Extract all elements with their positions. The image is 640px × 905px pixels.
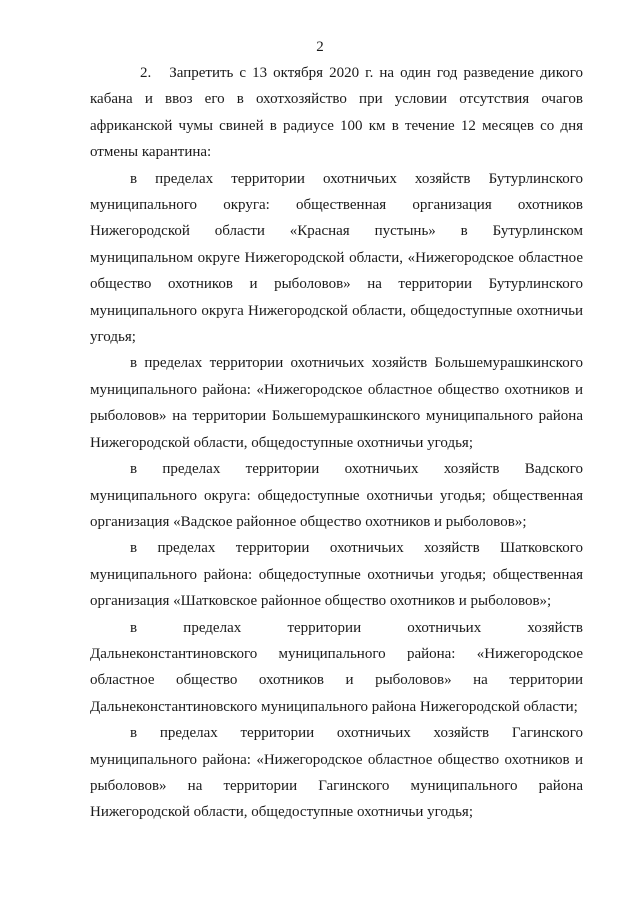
paragraph-buturlinsky: в пределах территории охотничьих хозяйств Бутурлинского муниципального округа: общественная организация охотников Нижегородской области «Красная пустынь» в Бутурлинском муниципальном округе Нижегородской области, «Нижегородское областное общество охотников и рыболовов» на территории Бутурлинского муниципального округа Нижегородской области, общедоступные охотничьи угодья; — [90, 170, 583, 346]
paragraph-vadsky: в пределах территории охотничьих хозяйств Вадского муниципального округа: общедоступные охотничьи угодья; общественная организация «Вадское районное общество охотников и рыболовов»; — [90, 461, 583, 530]
document-body — [90, 60, 583, 826]
item-paragraph — [90, 60, 583, 166]
paragraph-gaginsky: в пределах территории охотничьих хозяйств Гагинского муниципального района: «Нижегородское областное общество охотников и рыболовов» на территории Гагинского муниципального района Нижегородской области, общедоступные охотничьи угодья; — [90, 725, 583, 821]
paragraph-dalnekonstantinovsky: в пределах территории охотничьих хозяйств Дальнеконстантиновского муниципального района: «Нижегородское областное общество охотников и рыболовов» на территории Дальнеконстантиновского муниципального района Нижегородской области; — [90, 619, 583, 715]
item-text: Запретить с 13 октября 2020 г. на один год разведение дикого кабана и ввоз его в охотхозяйство при условии отсутствия очагов африканской чумы свиней в радиусе 100 км в течение 12 месяцев со дня отмены карантина: — [90, 65, 583, 161]
page-number: 2 — [316, 39, 324, 55]
paragraph-shatkovsky: в пределах территории охотничьих хозяйств Шатковского муниципального района: общедоступные охотничьи угодья; общественная организация «Шатковское районное общество охотников и рыболовов»; — [90, 540, 583, 610]
paragraph-bolshemurashkinsky: в пределах территории охотничьих хозяйств Большемурашкинского муниципального района: «Нижегородское областное общество охотников и рыболовов» на территории Большемурашкинского муниципального района Нижегородской области, общедоступные охотничьи угодья; — [90, 355, 583, 451]
item-number: 2. — [140, 65, 152, 81]
